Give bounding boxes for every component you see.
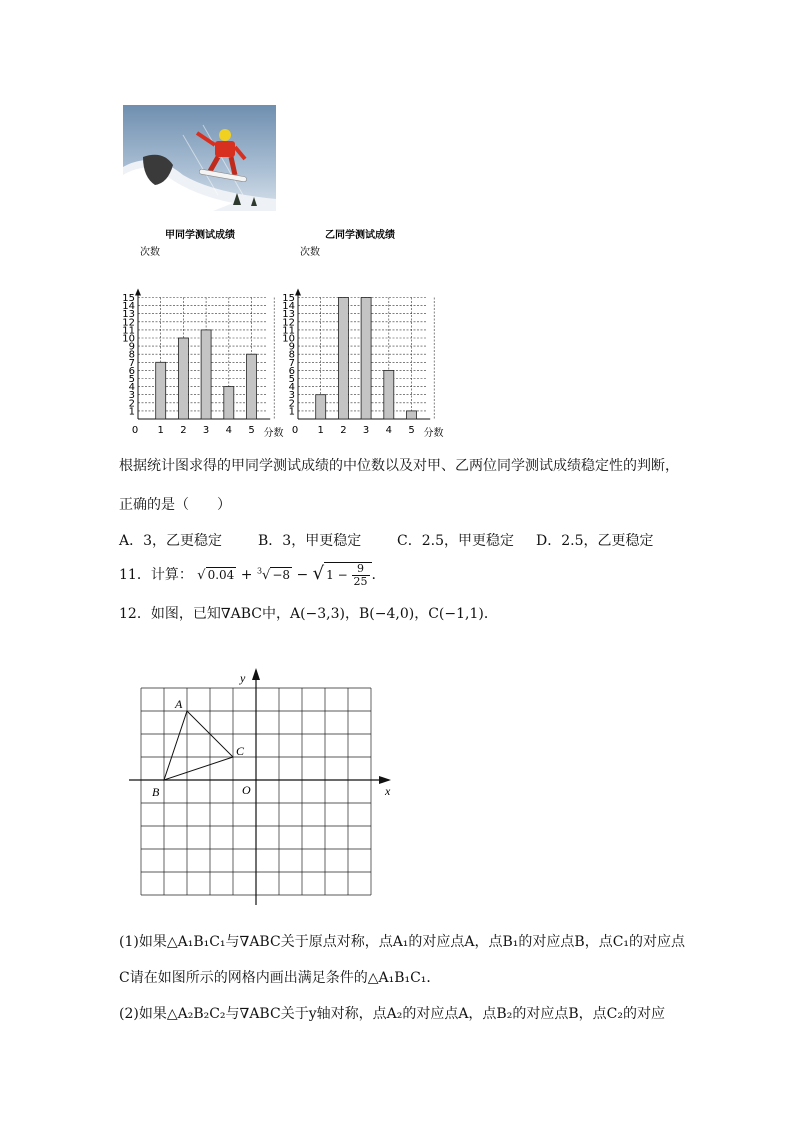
x-tick-label: 3 (362, 425, 370, 436)
sub1-line2: C请在如图所示的网格内画出满足条件的△A₁B₁C₁． (119, 970, 441, 986)
x-tick-label: 3 (202, 425, 210, 436)
x-tick-label: 4 (225, 425, 232, 436)
x-tick-label: 5 (408, 425, 415, 436)
x-tick-label: 0 (291, 425, 299, 436)
y-tick-label: 9 (288, 341, 295, 353)
y-tick-label: 10 (122, 333, 135, 345)
label-c: C (236, 744, 245, 758)
coordinate-grid (120, 638, 400, 908)
bar-2 (178, 338, 188, 419)
q11-sqrt3 (324, 562, 371, 588)
q11-minus: − (296, 567, 309, 583)
q12-stem: 12．如图，已知∇ABC中，A(−3,3)，B(−4,0)，C(−1,1)． (119, 606, 498, 622)
q10-option-c: C．2.5，甲更稳定 (397, 533, 514, 549)
bar-1 (156, 362, 166, 419)
y-tick-label: 14 (122, 301, 135, 313)
chart-title: 乙同学测试成绩 (325, 230, 395, 241)
y-tick-label: 15 (282, 293, 295, 304)
sub2-line1: (2)如果△A₂B₂C₂与∇ABC关于y轴对称，点A₂的对应点A，点B₂的对应点B，点C₂的对应 (119, 1006, 665, 1022)
y-tick-label: 1 (128, 406, 135, 418)
q11-plus: + (240, 567, 253, 583)
chart-yi-scores (278, 226, 448, 441)
y-tick-label: 6 (128, 365, 135, 377)
y-tick-label: 3 (288, 390, 295, 402)
y-axis-arrow (295, 289, 301, 296)
chart-title: 甲同学测试成绩 (165, 230, 235, 241)
x-tick-label: 5 (248, 425, 255, 436)
y-tick-label: 2 (128, 398, 135, 410)
bar-1 (316, 395, 326, 419)
y-tick-label: 4 (128, 382, 135, 394)
y-tick-label: 10 (282, 333, 295, 345)
y-tick-label: 13 (282, 309, 295, 321)
sub1-line1: (1)如果△A₁B₁C₁与∇ABC关于原点对称，点A₁的对应点A，点B₁的对应点B，点C₁的对应点 (119, 934, 686, 950)
x-tick-label: 0 (131, 425, 139, 436)
bar-4 (384, 370, 394, 419)
y-tick-label: 6 (288, 365, 295, 377)
y-tick-label: 3 (128, 390, 135, 402)
q10-stem-line1: 根据统计图求得的甲同学测试成绩的中位数以及对甲、乙两位同学测试成绩稳定性的判断， (119, 458, 679, 474)
q11-prefix: 11．计算： (119, 567, 193, 583)
x-tick-label: 2 (180, 425, 187, 436)
q11-end: . (371, 567, 376, 583)
bar-3 (201, 330, 211, 419)
bar-5 (247, 354, 257, 419)
y-tick-label: 11 (282, 325, 295, 337)
y-tick-label: 7 (128, 357, 135, 369)
y-tick-label: 14 (282, 301, 295, 313)
x-tick-label: 2 (340, 425, 347, 436)
snowboarder-photo (123, 105, 276, 211)
y-tick-label: 1 (288, 406, 295, 418)
x-axis-arrow (379, 776, 391, 784)
label-x: x (385, 784, 391, 798)
bar-5 (407, 411, 417, 419)
x-axis-label: 分数 (423, 428, 444, 439)
q10-option-b: B．3，甲更稳定 (258, 533, 362, 549)
label-a: A (175, 697, 183, 711)
q10-stem-line2: 正确的是（ ） (119, 497, 231, 513)
y-tick-label: 5 (288, 374, 295, 385)
y-tick-label: 11 (122, 325, 135, 337)
x-tick-label: 4 (385, 425, 392, 436)
y-axis-label: 次数 (300, 247, 320, 258)
label-b: B (152, 785, 160, 799)
y-tick-label: 2 (288, 398, 295, 410)
q11-frac-den: 25 (353, 575, 368, 588)
y-axis-arrow (135, 289, 141, 296)
q11-expression: 11．计算： √ 0.04 + $^3$√ −8 − √ 1 − $\frac{9}{25}$ . (119, 562, 376, 588)
x-tick-label: 1 (157, 425, 164, 436)
q11-sqrt-0.04: 0.04 (207, 568, 235, 582)
q11-cbrt-minus8: −8 (272, 568, 291, 582)
bar-3 (361, 298, 371, 420)
chart-jia-scores (118, 226, 288, 441)
y-tick-label: 13 (122, 309, 135, 321)
q10-option-a: A．3，乙更稳定 (119, 533, 223, 549)
y-tick-label: 5 (128, 374, 135, 385)
y-tick-label: 4 (288, 382, 295, 394)
label-y: y (240, 671, 246, 685)
y-tick-label: 9 (128, 341, 135, 353)
bar-4 (224, 387, 234, 419)
bar-2 (338, 298, 348, 420)
y-axis-arrow (252, 668, 260, 680)
label-origin: O (242, 783, 251, 797)
x-axis-label: 分数 (263, 428, 284, 439)
x-tick-label: 1 (317, 425, 324, 436)
q11-cbrt-index: 3 (256, 566, 263, 576)
triangle-abc (164, 711, 233, 780)
y-tick-label: 15 (122, 293, 135, 304)
q10-option-d: D．2.5，乙更稳定 (536, 533, 654, 549)
y-tick-label: 12 (122, 317, 135, 329)
y-tick-label: 8 (288, 349, 295, 361)
q11-sqrt3-lead: 1 − (326, 568, 348, 582)
q11-frac-num: 9 (352, 563, 370, 576)
y-axis-label: 次数 (140, 247, 160, 258)
y-tick-label: 8 (128, 349, 135, 361)
y-tick-label: 12 (282, 317, 295, 329)
y-tick-label: 7 (288, 357, 295, 369)
